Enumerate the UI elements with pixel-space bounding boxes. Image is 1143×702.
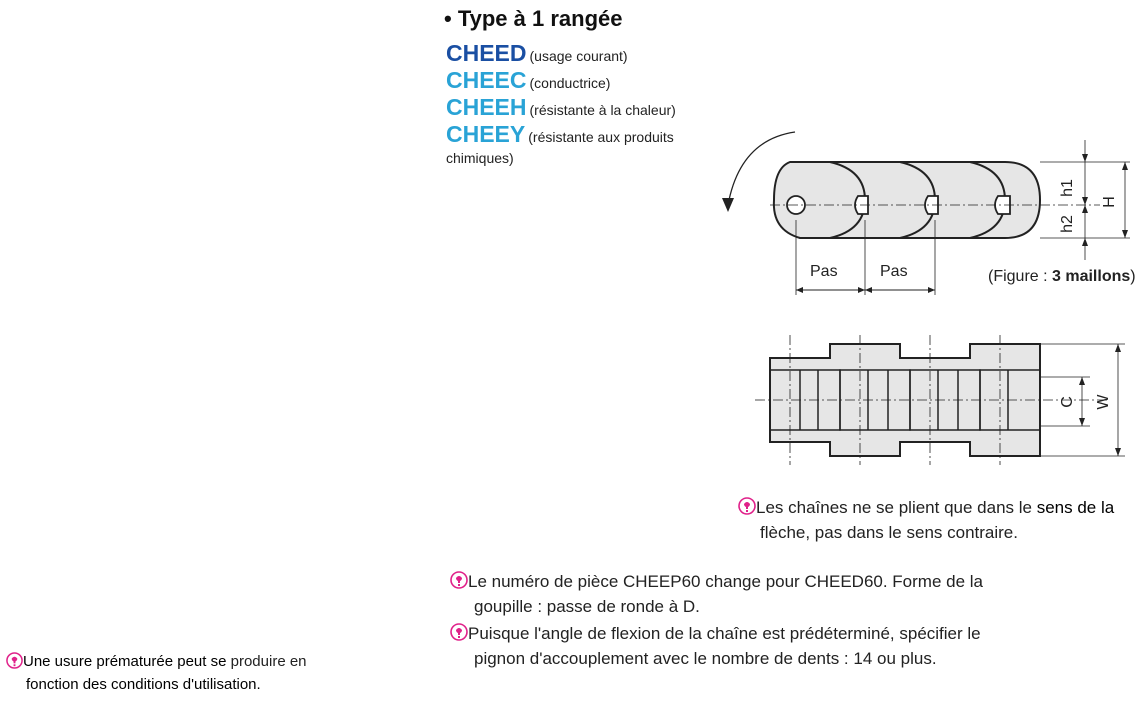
caption-suffix: ) bbox=[1130, 268, 1136, 285]
info-bulb-icon bbox=[6, 652, 23, 675]
H-label: H bbox=[1101, 196, 1118, 208]
figure-caption bbox=[988, 268, 1136, 286]
product-desc: (conductrice) bbox=[529, 75, 611, 91]
product-code: CHEEC bbox=[446, 67, 527, 93]
product-cheey bbox=[446, 121, 674, 148]
note-text: goupille : passe de ronde à D. bbox=[474, 597, 700, 616]
note-bend-direction bbox=[738, 496, 1114, 544]
info-bulb-icon bbox=[450, 571, 468, 595]
bend-arrow-head bbox=[722, 198, 734, 212]
product-desc-wrap: chimiques) bbox=[446, 150, 514, 166]
product-cheec bbox=[446, 67, 610, 94]
product-code: CHEEY bbox=[446, 121, 526, 147]
W-label: W bbox=[1095, 394, 1112, 410]
note-bend-angle bbox=[450, 622, 981, 670]
section-heading: • Type à 1 rangée bbox=[444, 6, 623, 31]
chain-top-view-diagram bbox=[750, 330, 1140, 470]
note-text: produire en bbox=[230, 653, 307, 670]
product-desc: (résistante aux produits bbox=[528, 129, 674, 145]
note-text: Les chaînes ne se plient que dans le bbox=[756, 498, 1037, 517]
info-bulb-icon bbox=[738, 497, 756, 521]
note-text: Puisque l'angle de flexion de la chaîne est prédéterminé, spécifier le bbox=[468, 624, 981, 643]
product-desc: (usage courant) bbox=[529, 48, 628, 64]
info-bulb-icon bbox=[450, 623, 468, 647]
note-text: fonction des conditions d'utilisation. bbox=[26, 676, 261, 693]
note-text: sens de la bbox=[1036, 498, 1115, 517]
h2-label: h2 bbox=[1059, 215, 1076, 233]
note-text: Une usure prématurée peut se bbox=[23, 653, 231, 670]
C-label: C bbox=[1059, 396, 1076, 408]
note-text: pignon d'accouplement avec le nombre de dents : 14 ou plus. bbox=[474, 649, 937, 668]
product-cheed bbox=[446, 40, 628, 67]
h1-label: h1 bbox=[1059, 179, 1076, 197]
note-part-number bbox=[450, 570, 983, 618]
product-code: CHEED bbox=[446, 40, 527, 66]
note-premature-wear bbox=[6, 652, 307, 695]
pitch-label: Pas bbox=[810, 263, 838, 280]
product-code: CHEEH bbox=[446, 94, 527, 120]
caption-bold: 3 maillons bbox=[1052, 268, 1131, 285]
product-desc: (résistante à la chaleur) bbox=[529, 102, 676, 118]
pitch-label: Pas bbox=[880, 263, 908, 280]
note-text: Le numéro de pièce CHEEP60 change pour CHEED60. Forme de la bbox=[468, 572, 984, 591]
product-cheeh bbox=[446, 94, 676, 121]
note-text: flèche, pas dans le sens contraire. bbox=[760, 523, 1018, 542]
caption-prefix: (Figure : bbox=[988, 268, 1053, 285]
